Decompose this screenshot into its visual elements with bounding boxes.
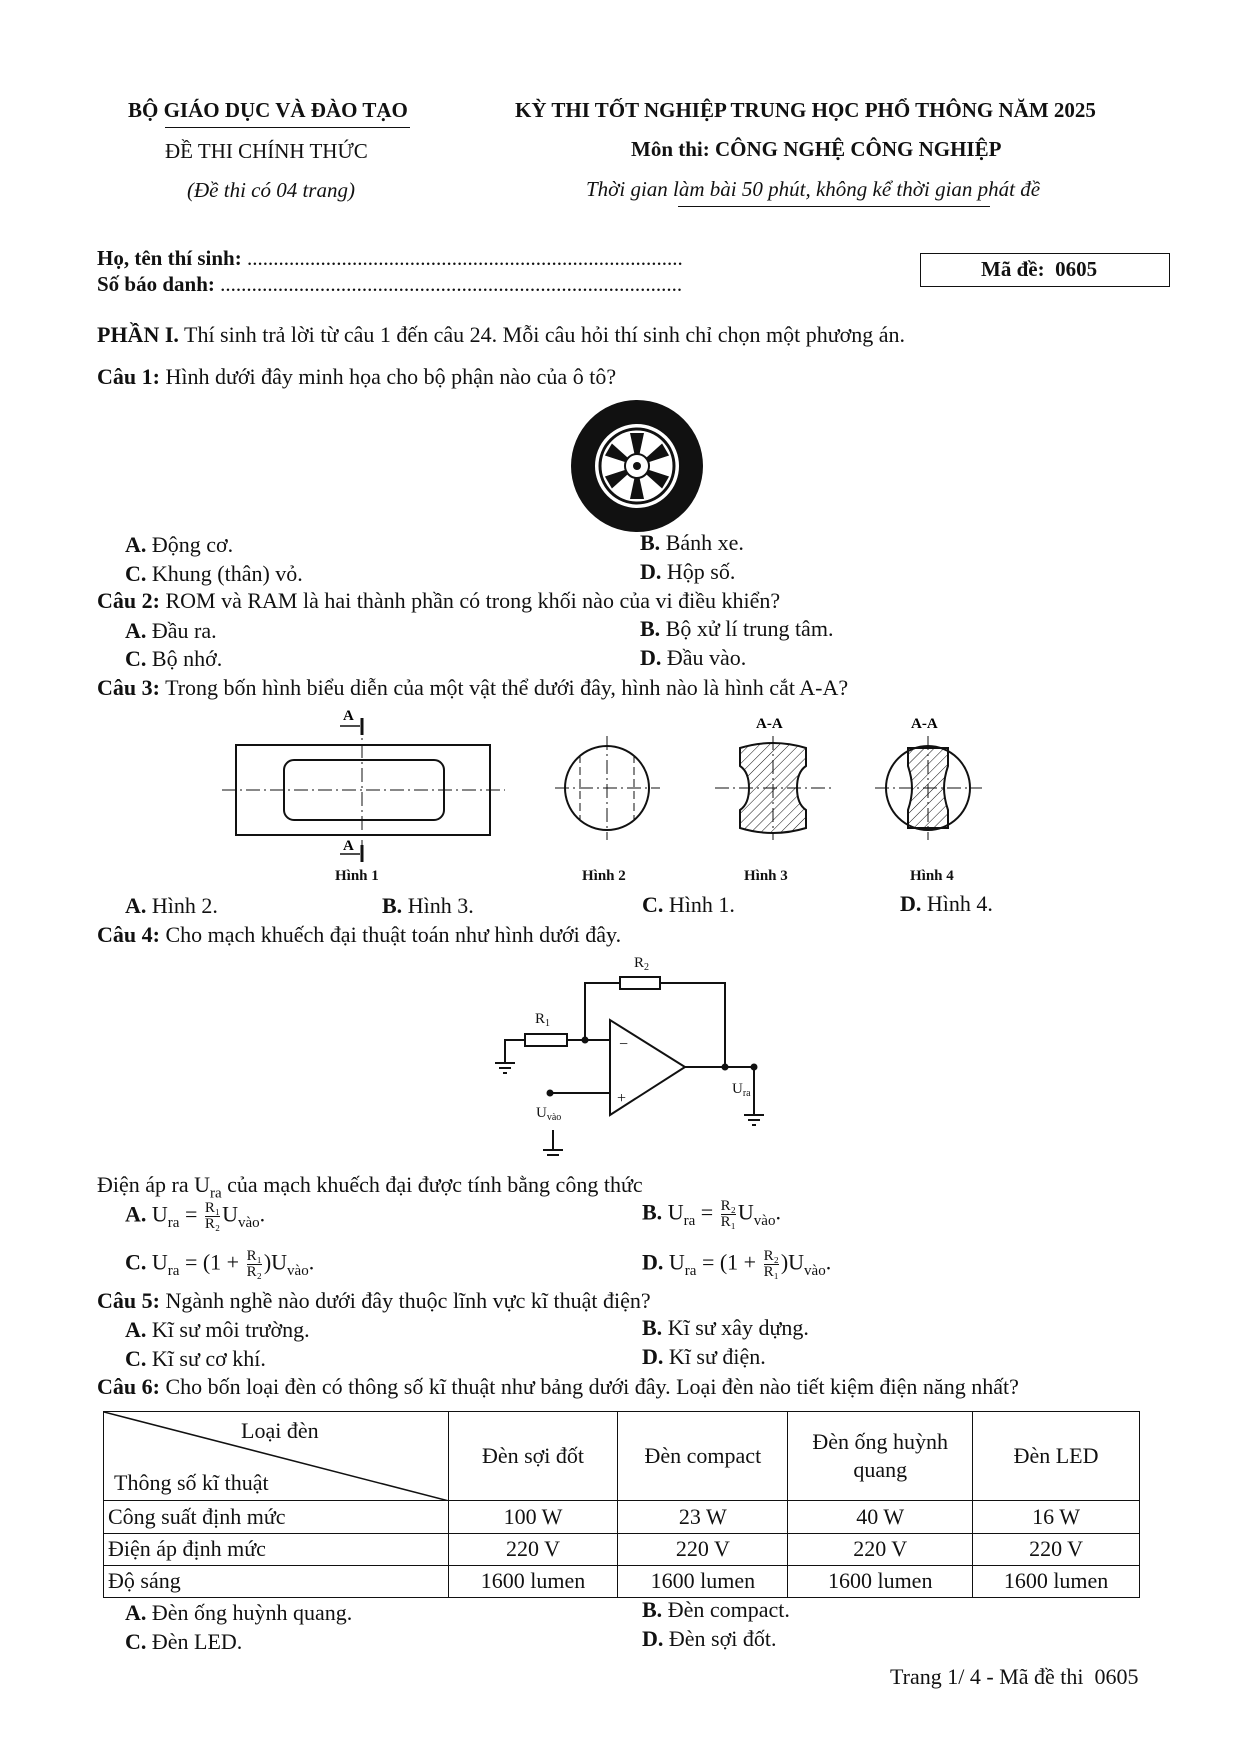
- q4-option-d[interactable]: D. $U_{ra} = (1$ + $\frac{\text{R₂}}{\text{R₁}}$ )$U_{vào}$.: [642, 1248, 832, 1280]
- fig3-caption: Hình 3: [744, 868, 788, 884]
- table-cell: 1600 lumen: [448, 1565, 618, 1597]
- q6-option-a[interactable]: A. Đèn ống huỳnh quang.: [125, 1600, 353, 1625]
- official-label: ĐỀ THI CHÍNH THỨC: [165, 139, 368, 163]
- q2-stem: Câu 2: ROM và RAM là hai thành phần có trong khối nào của vi điều khiển?: [97, 588, 781, 613]
- r2-label: $R_2$: [634, 955, 650, 973]
- section-mark-bottom: A: [343, 838, 354, 854]
- q2-option-d[interactable]: D. Đầu vào.: [640, 645, 747, 670]
- table-cell: 220 V: [973, 1533, 1140, 1565]
- table-cell: 100 W: [448, 1501, 618, 1533]
- corner-bottom-label: Thông số kĩ thuật: [114, 1470, 269, 1495]
- column-header: Đèn sợi đốt: [448, 1412, 618, 1501]
- section-title-4: A-A: [911, 716, 938, 732]
- time-note: Thời gian làm bài 50 phút, không kể thời gian phát đề: [586, 177, 1041, 201]
- table-row: [104, 1565, 1140, 1597]
- q1-option-a[interactable]: A. Động cơ.: [125, 532, 234, 557]
- q3-stem: Câu 3: Trong bốn hình biểu diễn của một vật thể dưới đây, hình nào là hình cắt A-A?: [97, 675, 849, 700]
- exam-code: Mã đề: 0605: [981, 257, 1098, 281]
- q5-option-b[interactable]: B. Kĩ sư xây dựng.: [642, 1315, 809, 1340]
- exam-code-box: [920, 253, 1170, 287]
- column-header: Đèn ống huỳnh quang: [788, 1412, 973, 1501]
- fig1-caption: Hình 1: [335, 868, 379, 884]
- q1-option-c[interactable]: C. Khung (thân) vỏ.: [125, 561, 303, 586]
- q6-stem: Câu 6: Cho bốn loại đèn có thông số kĩ thuật như bảng dưới đây. Loại đèn nào tiết kiệm điện năng nhất?: [97, 1374, 1019, 1399]
- pages-note: (Đề thi có 04 trang): [187, 178, 355, 202]
- q6-option-d[interactable]: D. Đèn sợi đốt.: [642, 1626, 777, 1651]
- row-label: Công suất định mức: [104, 1501, 449, 1533]
- row-label: Điện áp định mức: [104, 1533, 449, 1565]
- q3-option-d[interactable]: D. Hình 4.: [900, 891, 993, 916]
- q2-option-b[interactable]: B. Bộ xử lí trung tâm.: [640, 616, 834, 641]
- table-cell: 220 V: [788, 1533, 973, 1565]
- q3-figures: [200, 700, 1000, 870]
- figure-4: [875, 736, 982, 840]
- row-label: Độ sáng: [104, 1565, 449, 1597]
- fig4-caption: Hình 4: [910, 868, 954, 884]
- table-cell: 1600 lumen: [973, 1565, 1140, 1597]
- opamp-circuit: [480, 945, 780, 1160]
- table-cell: 220 V: [618, 1533, 788, 1565]
- name-dots: ...................................................................................: [246, 246, 683, 270]
- q1-option-b[interactable]: B. Bánh xe.: [640, 530, 744, 555]
- ministry-underline: [165, 127, 410, 128]
- table-cell: 1600 lumen: [788, 1565, 973, 1597]
- q3-option-b[interactable]: B. Hình 3.: [382, 893, 474, 918]
- q3-option-c[interactable]: C. Hình 1.: [642, 892, 735, 917]
- column-header: Đèn LED: [973, 1412, 1140, 1501]
- ministry-name: BỘ GIÁO DỤC VÀ ĐÀO TẠO: [128, 98, 408, 122]
- table-corner-cell: [104, 1412, 449, 1501]
- q1-stem: Câu 1: Hình dưới đây minh họa cho bộ phận nào của ô tô?: [97, 364, 617, 389]
- q5-option-c[interactable]: C. Kĩ sư cơ khí.: [125, 1346, 266, 1371]
- q5-option-d[interactable]: D. Kĩ sư điện.: [642, 1344, 766, 1369]
- time-underline: [678, 206, 990, 207]
- q4-option-c[interactable]: C. $U_{ra} = (1$ + $\frac{\text{R₁}}{\text{R₂}}$ )$U_{vào}$.: [125, 1248, 315, 1280]
- ura-label: $U_{ra}$: [732, 1081, 751, 1099]
- figure-3: [715, 736, 832, 840]
- table-cell: 1600 lumen: [618, 1565, 788, 1597]
- q3-option-a[interactable]: A. Hình 2.: [125, 893, 218, 918]
- q6-option-b[interactable]: B. Đèn compact.: [642, 1597, 790, 1622]
- q6-option-c[interactable]: C. Đèn LED.: [125, 1629, 243, 1654]
- minus-sign: −: [619, 1036, 629, 1053]
- page-footer: Trang 1/ 4 - Mã đề thi 0605: [890, 1664, 1139, 1689]
- plus-sign: +: [617, 1090, 627, 1107]
- figure-1: [222, 718, 505, 862]
- table-cell: 23 W: [618, 1501, 788, 1533]
- figure-2: [555, 736, 660, 840]
- name-label: Họ, tên thí sinh:: [97, 246, 242, 270]
- q5-stem: Câu 5: Ngành nghề nào dưới đây thuộc lĩnh vực kĩ thuật điện?: [97, 1288, 651, 1313]
- wheel-image: [568, 397, 706, 535]
- candidate-name-row: [97, 246, 683, 271]
- column-header: Đèn compact: [618, 1412, 788, 1501]
- table-header-row: [104, 1412, 1140, 1501]
- q5-option-a[interactable]: A. Kĩ sư môi trường.: [125, 1317, 310, 1342]
- id-dots: ........................................................................................: [220, 272, 683, 296]
- section-title-3: A-A: [756, 716, 783, 732]
- id-label: Số báo danh:: [97, 272, 215, 296]
- table-cell: 40 W: [788, 1501, 973, 1533]
- lamp-spec-table: [103, 1411, 1140, 1598]
- section-mark-top: A: [343, 708, 354, 724]
- q1-option-d[interactable]: D. Hộp số.: [640, 559, 736, 584]
- fig2-caption: Hình 2: [582, 868, 626, 884]
- subject-title: Môn thi: CÔNG NGHỆ CÔNG NGHIỆP: [631, 137, 1002, 161]
- q4-stem: Câu 4: Cho mạch khuếch đại thuật toán như hình dưới đây.: [97, 922, 622, 947]
- candidate-id-row: [97, 272, 682, 297]
- q4-option-b[interactable]: B. $U_{ra}$ = $\frac{\text{R₂}}{\text{R₁}}$ $U_{vào}$.: [642, 1198, 781, 1230]
- r1-label: $R_1$: [535, 1011, 551, 1029]
- exam-title: KỲ THI TỐT NGHIỆP TRUNG HỌC PHỔ THÔNG NĂM 2025: [515, 98, 1096, 122]
- corner-top-label: Loại đèn: [241, 1418, 319, 1443]
- q4-option-a[interactable]: A. $U_{ra}$ = $\frac{\text{R₁}}{\text{R₂}}$ $U_{vào}$.: [125, 1200, 266, 1232]
- uvao-label: $U_{vào}$: [536, 1105, 562, 1123]
- table-cell: 220 V: [448, 1533, 618, 1565]
- part1-instructions: PHẦN I. Thí sinh trả lời từ câu 1 đến câu 24. Mỗi câu hỏi thí sinh chỉ chọn một phương án.: [97, 322, 906, 347]
- table-row: [104, 1533, 1140, 1565]
- q2-option-c[interactable]: C. Bộ nhớ.: [125, 646, 223, 671]
- table-row: [104, 1501, 1140, 1533]
- q4-question: Điện áp ra $U_{ra}$ của mạch khuếch đại được tính bằng công thức: [97, 1172, 643, 1202]
- table-cell: 16 W: [973, 1501, 1140, 1533]
- q2-option-a[interactable]: A. Đầu ra.: [125, 618, 217, 643]
